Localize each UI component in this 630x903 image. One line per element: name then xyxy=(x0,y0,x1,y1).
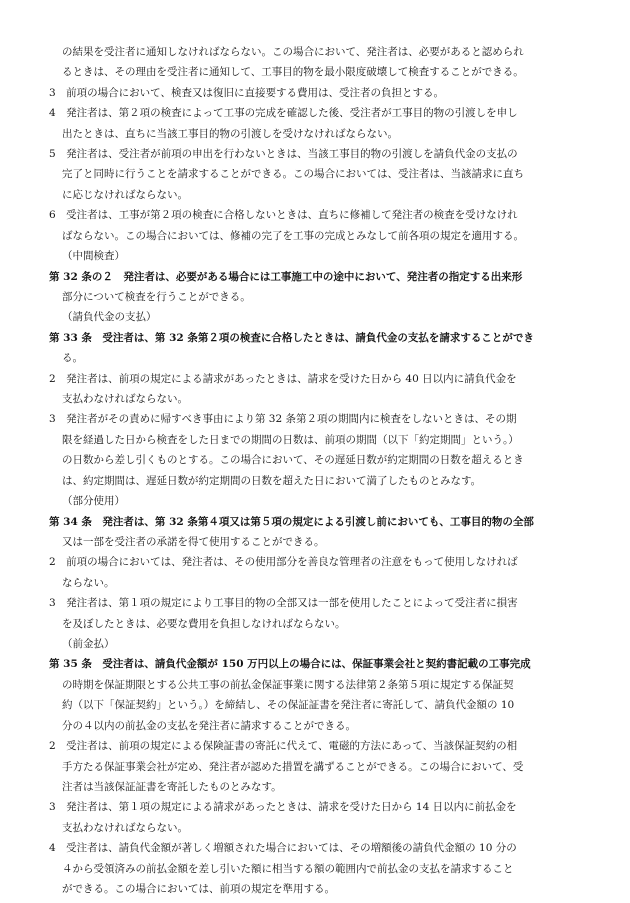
text-line: 2 発注者は、前項の規定による請求があったときは、請求を受けた日から 40 日以内に請負代金を xyxy=(49,372,517,385)
text-line: 5 発注者は、受注者が前項の申出を行わないときは、当該工事目的物の引渡しを請負代金の支払の xyxy=(49,148,518,161)
section-caption: （前金払） xyxy=(62,638,115,651)
text-line: 3 発注者がその責めに帰すべき事由により第 32 条第２項の期間内に検査をしないときは、その期 xyxy=(49,413,517,426)
text-line: 4 発注者は、第２項の検査によって工事の完成を確認した後、受注者が工事目的物の引渡しを申し xyxy=(49,107,518,120)
text-line: 支払わなければならない。 xyxy=(62,821,188,834)
text-line: ができる。この場合においては、前項の規定を準用する。 xyxy=(62,883,335,895)
text-line: の時期を保証期限とする公共工事の前払金保証事業に関する法律第２条第５項に規定する保証契 xyxy=(62,678,514,691)
text-line: 完了と同時に行うことを請求することができる。この場合においては、受注者は、当該請求に直ち xyxy=(62,168,524,181)
text-line: るときは、その理由を受注者に通知して、工事目的物を最小限度破壊して検査することができる。 xyxy=(62,66,524,79)
text-line: 4 受注者は、請負代金額が著しく増額された場合においては、その増額後の請負代金額の 10 分の xyxy=(49,842,517,855)
text-line: 約（以下「保証契約」という。）を締結し、その保証証書を発注者に寄託して、請負代金額の 10 xyxy=(62,699,515,712)
text-line: 支払わなければならない。 xyxy=(62,393,188,406)
text-line: ならない。 xyxy=(62,576,115,589)
text-line: 2 前項の場合においては、発注者は、その使用部分を善良な管理者の注意をもって使用しなければ xyxy=(49,556,518,569)
text-line: 6 受注者は、工事が第２項の検査に合格しないときは、直ちに修補して発注者の検査を受けなけれ xyxy=(49,209,518,222)
text-line: 3 発注者は、第１項の規定による請求があったときは、請求を受けた日から 14 日以内に前払金を xyxy=(49,801,517,814)
text-line: ４から受領済みの前払金額を差し引いた額に相当する額の範囲内で前払金の支払を請求すること xyxy=(62,862,514,875)
text-line: 出たときは、直ちに当該工事目的物の引渡しを受けなければならない。 xyxy=(62,127,398,140)
article-heading-33: 第 33 条 受注者は、第 32 条第２項の検査に合格したときは、請負代金の支払を請求することができ xyxy=(49,331,534,344)
text-line: ばならない。この場合においては、修補の完了を工事の完成とみなして前各項の規定を適用する。 xyxy=(62,229,524,242)
text-line: を及ぼしたときは、必要な費用を負担しなければならない。 xyxy=(62,617,346,630)
article-heading-35: 第 35 条 受注者は、請負代金額が 150 万円以上の場合には、保証事業会社と契約書記載の工事完成 xyxy=(49,658,531,671)
text-line: る。 xyxy=(62,352,83,365)
section-caption: （請負代金の支払） xyxy=(62,311,157,324)
text-line: の結果を受注者に通知しなければならない。この場合において、発注者は、必要があると認められ xyxy=(62,46,524,58)
text-line: 部分について検査を行うことができる。 xyxy=(62,290,251,303)
text-line: 分の４以内の前払金の支払を発注者に請求することができる。 xyxy=(62,719,356,732)
text-line: 2 受注者は、前項の規定による保険証書の寄託に代えて、電磁的方法にあって、当該保証契約の相 xyxy=(49,740,518,753)
text-line: は、約定期間は、遅延日数が約定期間の日数を超えた日において満了したものとみなす。 xyxy=(62,474,482,487)
article-heading-32-2: 第 32 条の２ 発注者は、必要がある場合には工事施工中の途中において、発注者の指定する出来形 xyxy=(49,270,523,283)
text-line: 限を経過した日から検査をした日までの期間の日数は、前項の期間（以下「約定期間」という。） xyxy=(62,433,519,446)
section-caption: （部分使用） xyxy=(62,495,125,508)
article-heading-34: 第 34 条 発注者は、第 32 条第４項又は第５項の規定による引渡し前においても、工事目的物の全部 xyxy=(49,515,534,528)
text-line: 3 発注者は、第１項の規定により工事目的物の全部又は一部を使用したことによって受注者に損害 xyxy=(49,597,518,610)
text-line: 又は一部を受注者の承諾を得て使用することができる。 xyxy=(62,535,325,548)
text-line: に応じなければならない。 xyxy=(62,188,188,201)
text-line: 手方たる保証事業会社が定め、発注者が認めた措置を講ずることができる。この場合において、受 xyxy=(62,760,524,773)
text-line: 注者は当該保証証書を寄託したものとみなす。 xyxy=(62,780,282,793)
text-line: の日数から差し引くものとする。この場合において、その遅延日数が約定期間の日数を超えるとき xyxy=(62,454,524,467)
text-line: 3 前項の場合において、検査又は復旧に直接要する費用は、受注者の負担とする。 xyxy=(49,86,444,99)
section-caption: （中間検査） xyxy=(62,250,125,263)
